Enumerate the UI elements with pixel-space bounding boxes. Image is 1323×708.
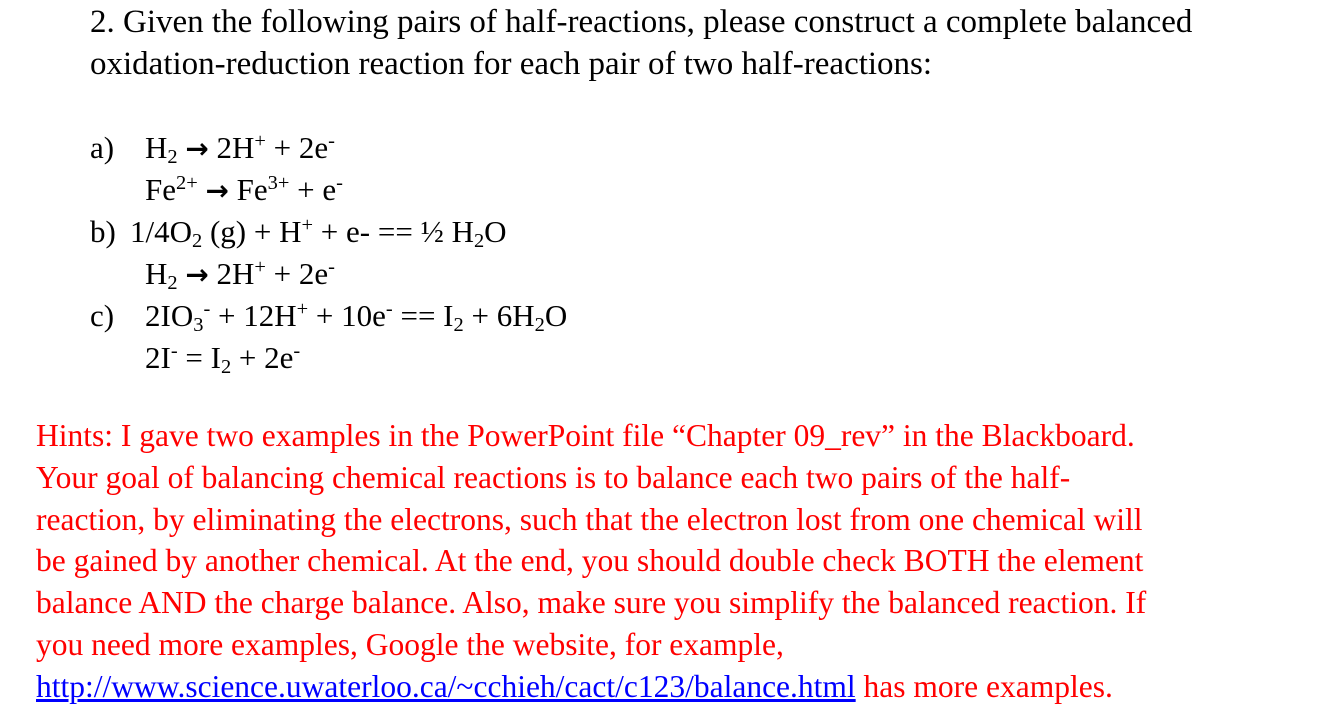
part-a-label: a) <box>90 130 115 165</box>
part-c-label: c) <box>90 298 115 333</box>
hint-line-5: balance AND the charge balance. Also, make sure you simplify the balanced reaction. If <box>36 585 1147 620</box>
hint-line-1: Hints: I gave two examples in the PowerPoint file “Chapter 09_rev” in the Blackboard. <box>36 418 1135 453</box>
hint-line-6: you need more examples, Google the website, for example, <box>36 627 784 662</box>
part-a-reaction-1: $H_2 \to 2H^+ + 2e^-$ <box>145 129 335 169</box>
part-b-reaction-1: $1/4O_2$ (g) + H+ + e- == ½ $H_2O$ <box>130 213 507 253</box>
question-line-1: 2. Given the following pairs of half-reactions, please construct a complete balanced <box>90 4 1193 40</box>
part-b-label: b) <box>90 214 116 249</box>
part-a-reaction-2: $Fe^{2+} \to Fe^{3+} + e^-$ <box>145 171 343 207</box>
part-b-reaction-2: $H_2 \to 2H^+ + 2e^-$ <box>145 255 335 295</box>
hint-line-3: reaction, by eliminating the electrons, such that the electron lost from one chemical will <box>36 502 1143 537</box>
hint-line-7-suffix: has more examples. <box>855 669 1113 704</box>
hint-line-4: be gained by another chemical. At the end, you should double check BOTH the element <box>36 543 1144 578</box>
hint-line-7 <box>36 667 1113 707</box>
balance-example-link[interactable]: http://www.science.uwaterloo.ca/~cchieh/cact/c123/balance.html <box>36 669 856 704</box>
part-c-reaction-1: $2IO_3^- + 12H^+ + 10e^- == I_2 + 6H_2O$ <box>145 297 568 337</box>
hint-line-2: Your goal of balancing chemical reactions is to balance each two pairs of the half- <box>36 460 1071 495</box>
part-c-reaction-2: $2I^- = I_2 + 2e^-$ <box>145 339 301 379</box>
question-line-2: oxidation-reduction reaction for each pair of two half-reactions: <box>90 46 933 82</box>
